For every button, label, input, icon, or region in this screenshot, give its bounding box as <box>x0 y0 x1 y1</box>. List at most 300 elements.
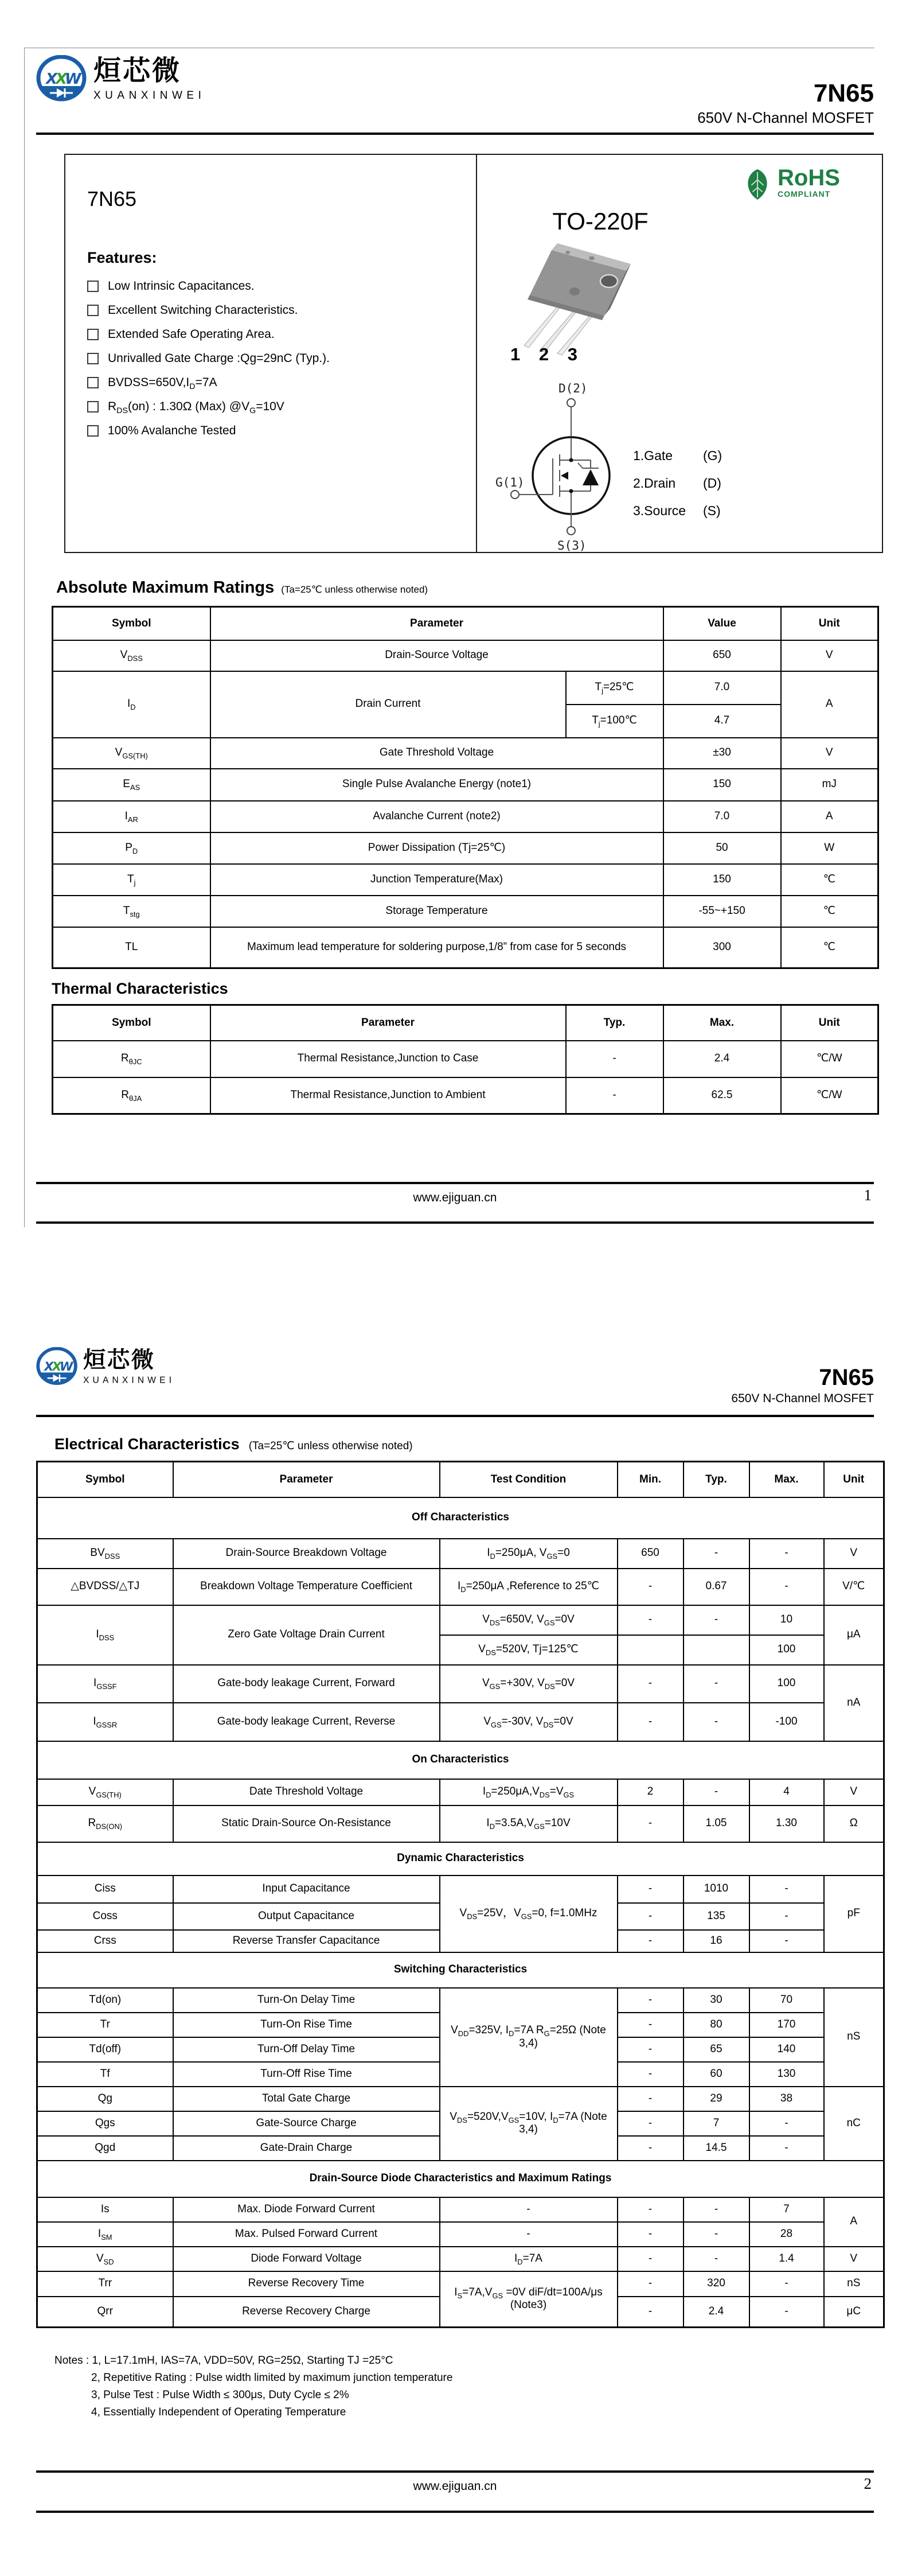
table-cell: - <box>749 2136 824 2161</box>
absolute-maximum-ratings-table <box>52 606 879 969</box>
note-line: 2, Repetitive Rating : Pulse width limited by maximum junction temperature <box>91 2372 453 2384</box>
table-cell: A <box>781 801 878 832</box>
table-row <box>37 1842 884 1875</box>
column-header: Symbol <box>37 1462 173 1497</box>
section-label: On Characteristics <box>37 1741 884 1779</box>
table-row <box>53 832 878 864</box>
table-cell: - <box>618 2087 684 2111</box>
column-header: Symbol <box>53 607 210 640</box>
brand-name-cn: 烜芯微 <box>93 56 182 86</box>
feature-text: Unrivalled Gate Charge :Qg=29nC (Typ.). <box>108 352 330 365</box>
brand-name <box>83 1347 175 1386</box>
checkbox-icon <box>87 281 99 292</box>
table-cell: Td(on) <box>37 1988 173 2013</box>
table-row <box>37 2222 884 2247</box>
table-cell: $T_j=25℃$ <box>566 671 663 705</box>
brand-logo <box>36 1347 175 1387</box>
table-cell: V <box>781 640 878 671</box>
pin-name: 1.Gate <box>633 448 673 463</box>
table-cell: - <box>684 1779 749 1805</box>
table-cell: 50 <box>663 832 781 864</box>
table-cell: Gate-Drain Charge <box>173 2136 440 2161</box>
table-cell: $I_D=7A$ <box>440 2247 618 2271</box>
part-description: 650V N-Channel MOSFET <box>731 1392 874 1405</box>
table-cell: - <box>618 2062 684 2087</box>
table-cell: △BVDSS/△TJ <box>37 1569 173 1605</box>
table-cell: 1.4 <box>749 2247 824 2271</box>
table-cell: $V_{GS(TH)}$ <box>37 1779 173 1805</box>
electrical-characteristics-table <box>36 1461 885 2328</box>
column-header: Parameter <box>210 607 663 640</box>
table-cell: 14.5 <box>684 2136 749 2161</box>
table-cell: $V_{SD}$ <box>37 2247 173 2271</box>
table-cell: V <box>824 2247 884 2271</box>
svg-text:X: X <box>52 1360 62 1374</box>
feature-text: Low Intrinsic Capacitances. <box>108 279 255 293</box>
table-row <box>53 927 878 968</box>
feature-item <box>87 395 330 419</box>
table-cell: 130 <box>749 2062 824 2087</box>
table-row <box>37 1779 884 1805</box>
brand-name <box>93 55 205 102</box>
table-row <box>37 1605 884 1635</box>
table-cell: Date Threshold Voltage <box>173 1779 440 1805</box>
table-cell: - <box>749 1875 824 1903</box>
table-cell: Avalanche Current (note2) <box>210 801 663 832</box>
table-cell: Turn-Off Delay Time <box>173 2037 440 2062</box>
brand-name-en: XUANXINWEI <box>93 90 206 102</box>
table-cell: - <box>618 2297 684 2328</box>
checkbox-icon <box>87 401 99 413</box>
table-cell: 140 <box>749 2037 824 2062</box>
table-cell: Qgd <box>37 2136 173 2161</box>
pin-name: 2.Drain <box>633 475 676 491</box>
table-cell: Ω <box>824 1805 884 1842</box>
table-cell: $I_D=3.5A,V_{GS}=10V$ <box>440 1805 618 1842</box>
feature-item <box>87 274 330 298</box>
table-cell: 650 <box>618 1539 684 1569</box>
feature-item <box>87 298 330 322</box>
table-cell: Drain Current <box>210 671 566 738</box>
table-cell: Reverse Transfer Capacitance <box>173 1930 440 1952</box>
table-row <box>53 801 878 832</box>
table-cell: nS <box>824 1988 884 2087</box>
table-cell: Crss <box>37 1930 173 1952</box>
table-cell: ℃/W <box>781 1077 878 1114</box>
table-cell: $I_{GSSR}$ <box>37 1703 173 1741</box>
table-cell: ℃ <box>781 896 878 927</box>
table-cell: A <box>781 671 878 738</box>
table-row <box>53 1041 878 1077</box>
table-row <box>37 2247 884 2271</box>
header-title-block <box>697 80 874 127</box>
table-cell: Is <box>37 2197 173 2222</box>
table-cell: ±30 <box>663 738 781 769</box>
table-cell: Input Capacitance <box>173 1875 440 1903</box>
table-row <box>37 1539 884 1569</box>
column-header: Max. <box>663 1005 781 1041</box>
table-cell: Maximum lead temperature for soldering purpose,1/8” from case for 5 seconds <box>210 927 663 968</box>
thermal-table-wrap <box>52 1004 879 1115</box>
table-cell: Thermal Resistance,Junction to Case <box>210 1041 566 1077</box>
column-header: Parameter <box>173 1462 440 1497</box>
table-cell: - <box>618 2222 684 2247</box>
table-cell: - <box>749 2271 824 2297</box>
ec-subtitle: (Ta=25℃ unless otherwise noted) <box>248 1440 413 1452</box>
table-cell: ℃ <box>781 864 878 896</box>
section-label: Switching Characteristics <box>37 1952 884 1988</box>
gate-label: G(1) <box>495 476 525 489</box>
table-cell: 29 <box>684 2087 749 2111</box>
table-cell: $E_{AS}$ <box>53 769 210 801</box>
thermal-characteristics-table <box>52 1004 879 1115</box>
table-cell: - <box>684 2222 749 2247</box>
table-cell: $V_{DS}=520V,V_{GS}=10V$, $I_D=7A$ (Note 3,4) <box>440 2087 618 2161</box>
table-cell: TL <box>53 927 210 968</box>
table-cell: V <box>781 738 878 769</box>
table-cell: 65 <box>684 2037 749 2062</box>
part-title: 7N65 <box>87 187 137 211</box>
package-name: TO-220F <box>552 208 649 235</box>
pin-description-row <box>633 469 722 497</box>
column-header: Test Condition <box>440 1462 618 1497</box>
table-cell: - <box>749 1539 824 1569</box>
table-cell: - <box>618 1605 684 1635</box>
table-cell: Drain-Source Breakdown Voltage <box>173 1539 440 1569</box>
table-cell: 38 <box>749 2087 824 2111</box>
table-cell: - <box>749 1569 824 1605</box>
feature-text: Extended Safe Operating Area. <box>108 328 275 341</box>
table-cell: Total Gate Charge <box>173 2087 440 2111</box>
pin-description-list <box>633 442 722 524</box>
table-row <box>37 1462 884 1497</box>
table-cell: - <box>618 2111 684 2136</box>
table-cell: - <box>684 1665 749 1703</box>
table-cell: $R_{\theta JA}$ <box>53 1077 210 1114</box>
column-header: Unit <box>781 607 878 640</box>
table-cell: - <box>618 2197 684 2222</box>
table-cell: pF <box>824 1875 884 1952</box>
ec-heading <box>54 1435 413 1453</box>
table-cell: - <box>749 1903 824 1930</box>
table-cell: -100 <box>749 1703 824 1741</box>
leaf-icon <box>742 168 773 201</box>
table-cell: Qgs <box>37 2111 173 2136</box>
column-header: Unit <box>781 1005 878 1041</box>
table-cell: 2 <box>618 1779 684 1805</box>
table-cell: Reverse Recovery Charge <box>173 2297 440 2328</box>
table-cell: Trr <box>37 2271 173 2297</box>
table-cell: 170 <box>749 2013 824 2037</box>
brand-name-cn: 烜芯微 <box>83 1347 155 1373</box>
table-cell: - <box>684 1703 749 1741</box>
column-header: Typ. <box>566 1005 663 1041</box>
section-label: Dynamic Characteristics <box>37 1842 884 1875</box>
table-cell: - <box>618 1805 684 1842</box>
table-cell: nA <box>824 1665 884 1741</box>
checkbox-icon <box>87 305 99 316</box>
table-cell: $T_j$ <box>53 864 210 896</box>
feature-item <box>87 419 330 443</box>
pin-description-row <box>633 442 722 469</box>
table-cell: - <box>618 1703 684 1741</box>
table-cell: - <box>618 1988 684 2013</box>
drain-label: D(2) <box>559 382 588 395</box>
table-cell: Turn-On Delay Time <box>173 1988 440 2013</box>
table-cell: 62.5 <box>663 1077 781 1114</box>
ec-title: Electrical Characteristics <box>54 1435 240 1453</box>
table-cell: $V_{DS}=650V$, $V_{GS}=0V$ <box>440 1605 618 1635</box>
table-cell: - <box>618 2037 684 2062</box>
table-cell: $V_{GS}=+30V$, $V_{DS}=0V$ <box>440 1665 618 1703</box>
table-cell: 1.30 <box>749 1805 824 1842</box>
table-cell: - <box>618 2013 684 2037</box>
table-cell: Zero Gate Voltage Drain Current <box>173 1605 440 1665</box>
table-cell: 16 <box>684 1930 749 1952</box>
table-cell: - <box>749 1930 824 1952</box>
feature-text: Excellent Switching Characteristics. <box>108 303 298 317</box>
table-cell: 28 <box>749 2222 824 2247</box>
panel-divider <box>476 155 477 552</box>
table-cell: $I_D=250\mu A$, $V_{GS}=0$ <box>440 1539 618 1569</box>
table-cell: 100 <box>749 1665 824 1703</box>
page-number: 1 <box>864 1186 872 1204</box>
table-cell: $V_{GS(TH)}$ <box>53 738 210 769</box>
checkbox-icon <box>87 353 99 364</box>
table-cell: Gate-body leakage Current, Reverse <box>173 1703 440 1741</box>
table-cell: 100 <box>749 1635 824 1665</box>
feature-item <box>87 371 330 395</box>
table-cell: $V_{GS}=-30V$, $V_{DS}=0V$ <box>440 1703 618 1741</box>
table-cell: Breakdown Voltage Temperature Coefficient <box>173 1569 440 1605</box>
section-label: Drain-Source Diode Characteristics and Maximum Ratings <box>37 2161 884 2197</box>
table-cell: A <box>824 2197 884 2247</box>
table-row <box>37 1741 884 1779</box>
table-cell: $I_{AR}$ <box>53 801 210 832</box>
table-cell: Gate-body leakage Current, Forward <box>173 1665 440 1703</box>
table-cell: μA <box>824 1605 884 1665</box>
column-header: Max. <box>749 1462 824 1497</box>
table-cell: Output Capacitance <box>173 1903 440 1930</box>
table-cell: $I_D$ <box>53 671 210 738</box>
feature-item <box>87 322 330 347</box>
table-cell: $I_{GSSF}$ <box>37 1665 173 1703</box>
table-cell: Gate-Source Charge <box>173 2111 440 2136</box>
page-number: 2 <box>864 2475 872 2492</box>
checkbox-icon <box>87 377 99 388</box>
table-cell: 70 <box>749 1988 824 2013</box>
table-cell: V <box>824 1779 884 1805</box>
table-cell: 7.0 <box>663 801 781 832</box>
table-cell: - <box>684 1605 749 1635</box>
table-row <box>37 1703 884 1741</box>
svg-text:W: W <box>60 1360 73 1374</box>
svg-text:W: W <box>65 71 81 88</box>
ec-table-wrap <box>36 1461 885 2328</box>
part-description: 650V N-Channel MOSFET <box>697 109 874 126</box>
package-photo <box>507 235 656 356</box>
table-cell: Tr <box>37 2013 173 2037</box>
table-cell: - <box>440 2222 618 2247</box>
rohs-title: RoHS <box>778 165 840 190</box>
table-cell: Max. Pulsed Forward Current <box>173 2222 440 2247</box>
table-cell: 650 <box>663 640 781 671</box>
table-row <box>37 2197 884 2222</box>
column-header: Typ. <box>684 1462 749 1497</box>
table-cell: Single Pulse Avalanche Energy (note1) <box>210 769 663 801</box>
notes-block <box>54 2352 743 2421</box>
table-cell: 320 <box>684 2271 749 2297</box>
footer-site: www.ejiguan.cn <box>413 2480 497 2493</box>
table-cell: $V_{DSS}$ <box>53 640 210 671</box>
table-cell: 7.0 <box>663 671 781 705</box>
table-cell: $I_S=7A,V_{GS} =0V$ diF/dt=100A/μs (Note3) <box>440 2271 618 2328</box>
table-cell: - <box>618 1875 684 1903</box>
table-row <box>37 2271 884 2297</box>
feature-text: $BVDSS=650V,I_D=7A$ <box>108 376 217 392</box>
table-cell: $I_{SM}$ <box>37 2222 173 2247</box>
table-cell: 300 <box>663 927 781 968</box>
table-cell: $P_D$ <box>53 832 210 864</box>
brand-logo-icon <box>36 55 87 103</box>
amr-table-wrap <box>52 606 879 969</box>
pin-description-row <box>633 497 722 524</box>
table-cell: 135 <box>684 1903 749 1930</box>
table-row <box>37 1497 884 1539</box>
table-cell: 0.67 <box>684 1569 749 1605</box>
table-cell: - <box>618 1569 684 1605</box>
table-cell: - <box>684 2247 749 2271</box>
pin-code: (G) <box>703 448 722 463</box>
header-rule <box>36 1415 874 1417</box>
header-title-block <box>731 1365 874 1406</box>
footer-rule-top <box>36 2470 874 2473</box>
brand-logo <box>36 55 205 103</box>
table-cell: Max. Diode Forward Current <box>173 2197 440 2222</box>
table-cell: 60 <box>684 2062 749 2087</box>
table-cell: - <box>749 2111 824 2136</box>
table-cell: - <box>618 2271 684 2297</box>
svg-text:X: X <box>44 1360 54 1374</box>
part-number: 7N65 <box>813 79 874 107</box>
note-line: 3, Pulse Test : Pulse Width ≤ 300μs, Duty Cycle ≤ 2% <box>91 2389 349 2401</box>
table-cell: μC <box>824 2297 884 2328</box>
table-cell: 7 <box>684 2111 749 2136</box>
thermal-title: Thermal Characteristics <box>52 980 228 997</box>
footer-rule-top <box>36 1182 874 1184</box>
table-row <box>53 896 878 927</box>
brand-logo-icon <box>36 1347 77 1387</box>
table-cell: Storage Temperature <box>210 896 663 927</box>
checkbox-icon <box>87 425 99 437</box>
table-row <box>37 1875 884 1903</box>
table-cell: $V_{DD}=325V$, $I_D=7A$ $R_G=25\Omega$ (Note 3,4) <box>440 1988 618 2087</box>
table-row <box>37 2161 884 2197</box>
table-cell: $V_{DS}=25V$，$V_{GS}=0$, f=1.0MHz <box>440 1875 618 1952</box>
column-header: Parameter <box>210 1005 566 1041</box>
table-cell: ℃ <box>781 927 878 968</box>
pin-numbers: 1 2 3 <box>510 344 584 364</box>
table-cell: 1010 <box>684 1875 749 1903</box>
footer-rule-bottom <box>36 2511 874 2513</box>
table-cell: $V_{DS}=520V$, Tj=125℃ <box>440 1635 618 1665</box>
table-cell: Qrr <box>37 2297 173 2328</box>
table-cell: $I_{DSS}$ <box>37 1605 173 1665</box>
table-row <box>53 738 878 769</box>
table-cell: - <box>618 1665 684 1703</box>
table-cell: - <box>440 2197 618 2222</box>
table-cell: Gate Threshold Voltage <box>210 738 663 769</box>
table-cell: 30 <box>684 1988 749 2013</box>
table-row <box>37 1952 884 1988</box>
table-cell: 150 <box>663 769 781 801</box>
table-cell: $R_{\theta JC}$ <box>53 1041 210 1077</box>
table-cell: Turn-Off Rise Time <box>173 2062 440 2087</box>
table-row <box>53 671 878 705</box>
column-header: Unit <box>824 1462 884 1497</box>
features-title: Features: <box>87 249 157 266</box>
table-row <box>37 1805 884 1842</box>
table-cell: $R_{DS(ON)}$ <box>37 1805 173 1842</box>
table-cell: Tf <box>37 2062 173 2087</box>
table-cell: 10 <box>749 1605 824 1635</box>
feature-text: $R_{DS}(on)$ : 1.30Ω (Max) $@V_G=10V$ <box>108 400 284 416</box>
table-cell: $I_D=250\mu A,V_{DS}=V_{GS}$ <box>440 1779 618 1805</box>
table-cell: V/℃ <box>824 1569 884 1605</box>
table-cell: nS <box>824 2271 884 2297</box>
table-row <box>37 1665 884 1703</box>
table-cell: -55~+150 <box>663 896 781 927</box>
table-row <box>53 769 878 801</box>
column-header: Symbol <box>53 1005 210 1041</box>
table-row <box>53 640 878 671</box>
table-cell: ℃/W <box>781 1041 878 1077</box>
table-cell: 4.7 <box>663 705 781 738</box>
table-row <box>53 864 878 896</box>
checkbox-icon <box>87 329 99 340</box>
table-cell: Static Drain-Source On-Resistance <box>173 1805 440 1842</box>
table-cell: - <box>566 1077 663 1114</box>
table-cell: 80 <box>684 2013 749 2037</box>
table-row <box>37 2087 884 2111</box>
table-cell: - <box>618 2136 684 2161</box>
rohs-badge <box>742 165 840 201</box>
table-cell: 2.4 <box>684 2297 749 2328</box>
table-cell: V <box>824 1539 884 1569</box>
table-cell: $T_j=100℃$ <box>566 705 663 738</box>
table-cell: Drain-Source Voltage <box>210 640 663 671</box>
table-cell: mJ <box>781 769 878 801</box>
svg-text:X: X <box>56 71 68 88</box>
table-cell: Reverse Recovery Time <box>173 2271 440 2297</box>
table-cell: Power Dissipation (Tj=25℃) <box>210 832 663 864</box>
feature-item <box>87 347 330 371</box>
table-cell: - <box>618 2247 684 2271</box>
table-row <box>53 1005 878 1041</box>
footer-rule-bottom <box>36 1221 874 1224</box>
features-list <box>87 274 330 443</box>
amr-heading <box>56 578 428 597</box>
header-rule <box>36 133 874 135</box>
brand-name-en: XUANXINWEI <box>83 1375 175 1386</box>
footer-site: www.ejiguan.cn <box>413 1191 497 1204</box>
table-cell: - <box>749 2297 824 2328</box>
table-cell: - <box>684 1539 749 1569</box>
table-cell: Ciss <box>37 1875 173 1903</box>
page-left-edge <box>24 48 25 1227</box>
svg-text:X: X <box>46 71 58 88</box>
section-label: Off Characteristics <box>37 1497 884 1539</box>
